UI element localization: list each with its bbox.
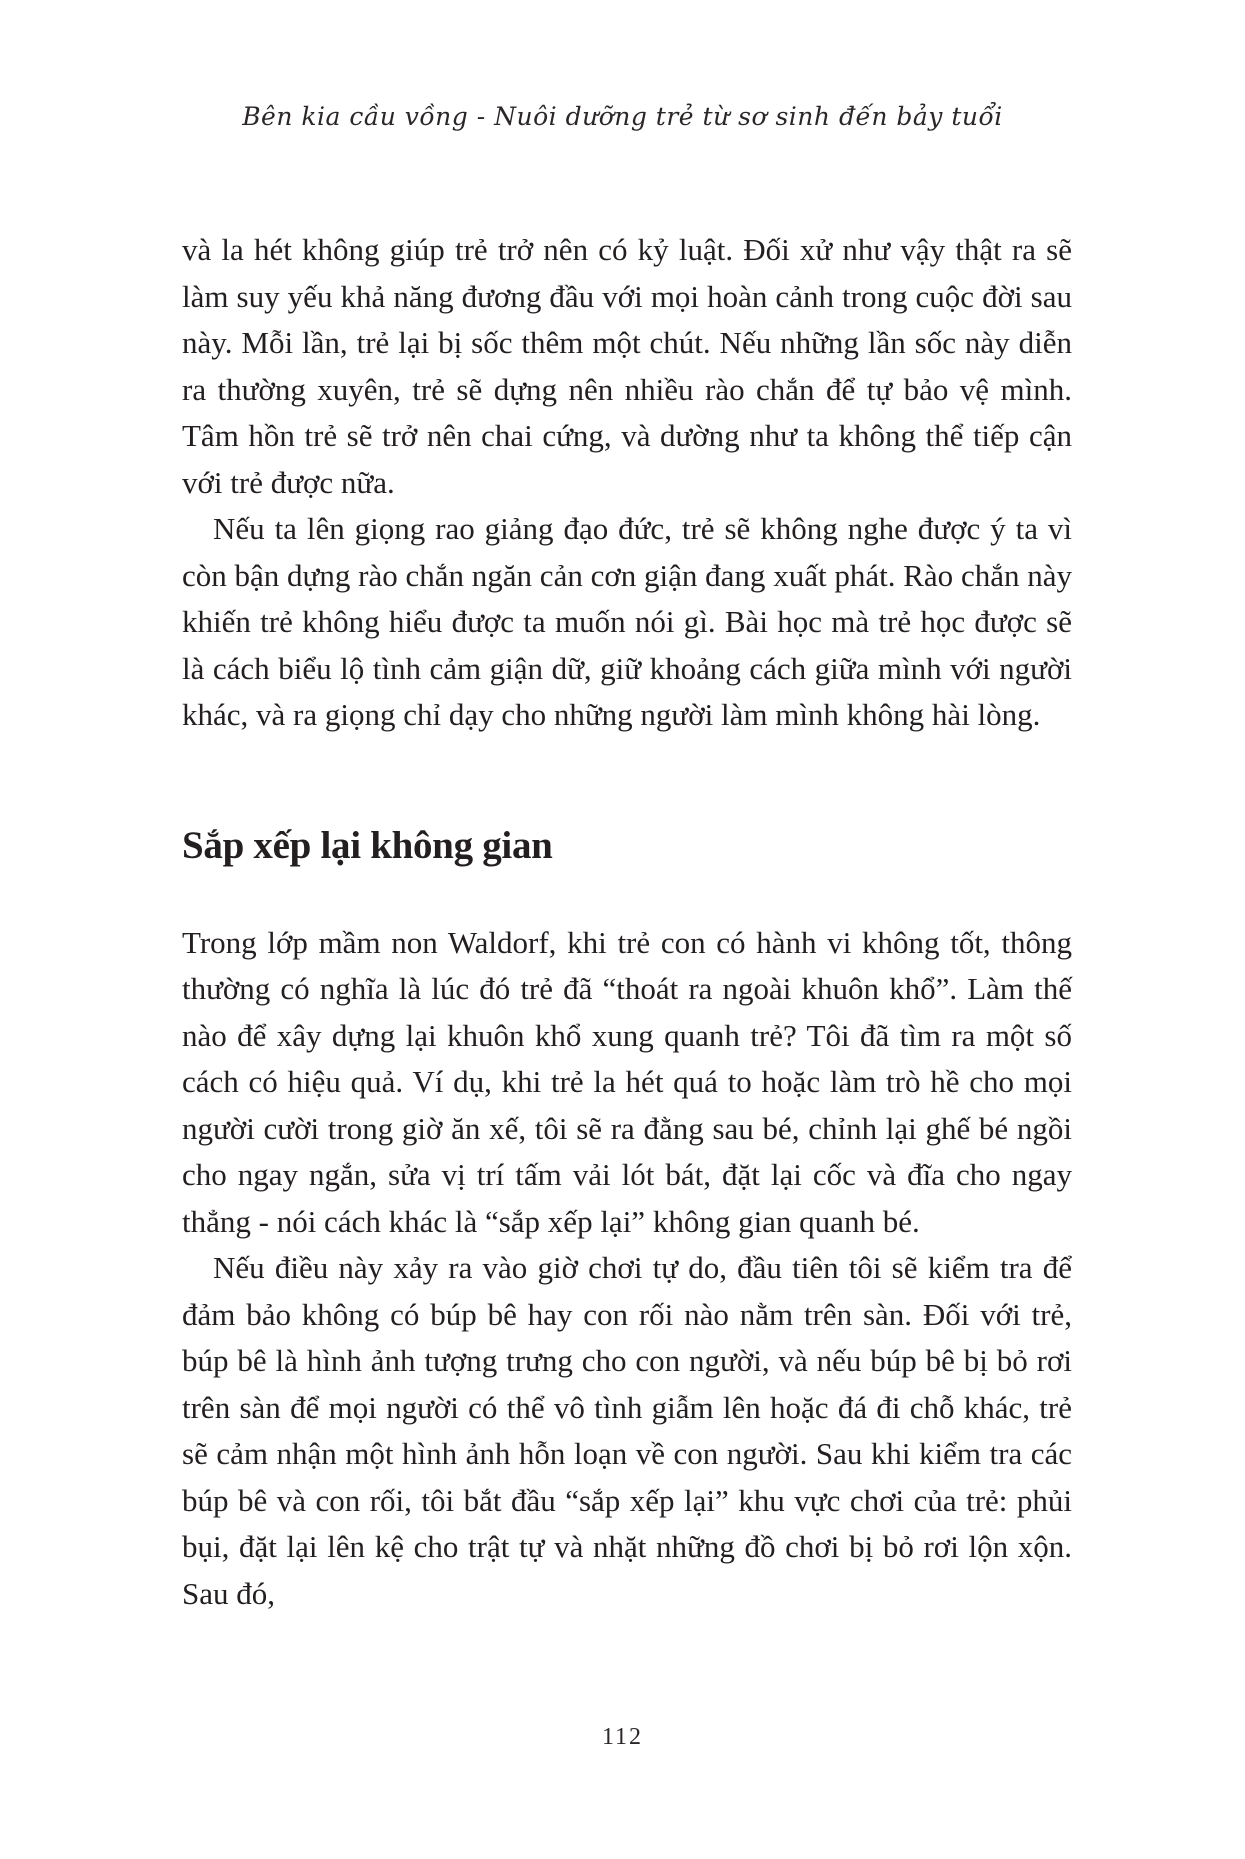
paragraph: Nếu ta lên giọng rao giảng đạo đức, trẻ sẽ không nghe được ý ta vì còn bận dựng rào chắn ngăn cản cơn giận đang xuất phát. Rào chắn này khiến trẻ không hiểu được ta muốn nói gì. Bài học mà trẻ học được sẽ là cách biểu lộ tình cảm giận dữ, giữ khoảng cách giữa mình với người khác, và ra giọng chỉ dạy cho những người làm mình không hài lòng.	[182, 511, 1072, 732]
running-head: Bên kia cầu vồng - Nuôi dưỡng trẻ từ sơ sinh đến bảy tuổi	[242, 102, 1003, 131]
paragraph: Trong lớp mầm non Waldorf, khi trẻ con có hành vi không tốt, thông thường có nghĩa là lúc đó trẻ đã “thoát ra ngoài khuôn khổ”. Làm thế nào để xây dựng lại khuôn khổ xung quanh trẻ? Tôi đã tìm ra một số cách có hiệu quả. Ví dụ, khi trẻ la hét quá to hoặc làm trò hề cho mọi người cười trong giờ ăn xế, tôi sẽ ra đằng sau bé, chỉnh lại ghế bé ngồi cho ngay ngắn, sửa vị trí tấm vải lót bát, đặt lại cốc và đĩa cho ngay thẳng - nói cách khác là “sắp xếp lại” không gian quanh bé.	[182, 924, 1072, 1239]
paragraph: Nếu điều này xảy ra vào giờ chơi tự do, đầu tiên tôi sẽ kiểm tra để đảm bảo không có búp bê hay con rối nào nằm trên sàn. Đối với trẻ, búp bê là hình ảnh tượng trưng cho con người, và nếu búp bê bị bỏ rơi trên sàn để mọi người có thể vô tình giẫm lên hoặc đá đi chỗ khác, trẻ sẽ cảm nhận một hình ảnh hỗn loạn về con người. Sau khi kiểm tra các búp bê và con rối, tôi bắt đầu “sắp xếp lại” khu vực chơi của trẻ: phủi bụi, đặt lại lên kệ cho trật tự và nhặt những đồ chơi bị bỏ rơi lộn xộn. Sau đó,	[182, 1250, 1072, 1611]
paragraph: và la hét không giúp trẻ trở nên có kỷ luật. Đối xử như vậy thật ra sẽ làm suy yếu khả năng đương đầu với mọi hoàn cảnh trong cuộc đời sau này. Mỗi lần, trẻ lại bị sốc thêm một chút. Nếu những lần sốc này diễn ra thường xuyên, trẻ sẽ dựng nên nhiều rào chắn để tự bảo vệ mình. Tâm hồn trẻ sẽ trở nên chai cứng, và dường như ta không thể tiếp cận với trẻ được nữa.	[182, 232, 1072, 500]
section-heading: Sắp xếp lại không gian	[182, 823, 553, 867]
page-body	[182, 227, 1072, 1617]
page-number: 112	[601, 1724, 644, 1750]
